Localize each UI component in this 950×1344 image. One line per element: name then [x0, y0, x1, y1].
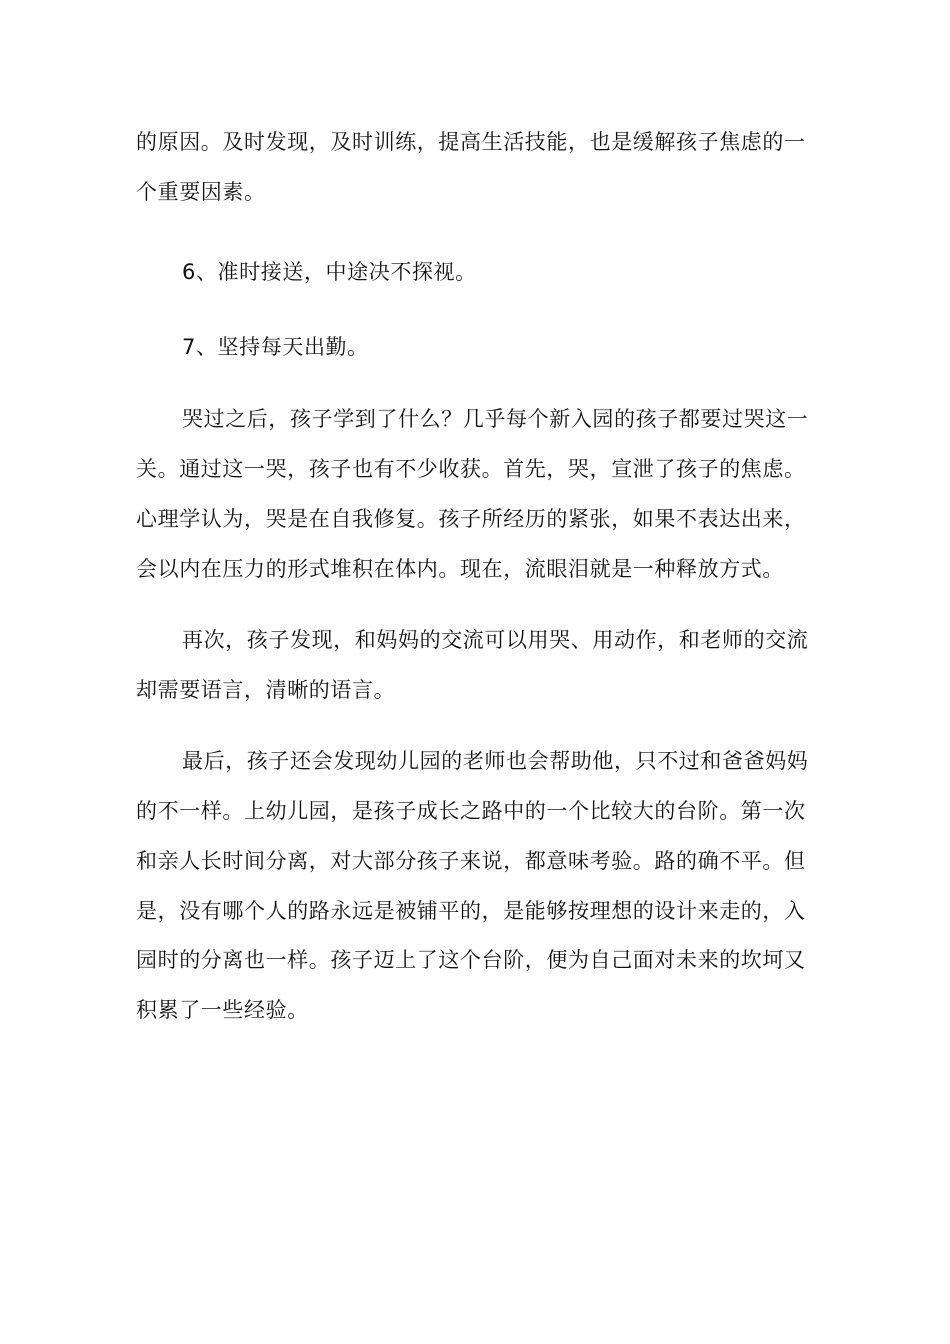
paragraph-1-line-2: 个重要因素。: [136, 180, 266, 204]
paragraph-2-line-1: 6、准时接送，中途决不探视。: [182, 260, 477, 284]
paragraph-4-line-3: 心理学认为，哭是在自我修复。孩子所经历的紧张，如果不表达出来，: [136, 507, 806, 531]
paragraph-6-line-3: 和亲人长时间分离，对大部分孩子来说，都意味考验。路的确不平。但: [136, 849, 806, 873]
paragraph-4-line-1: 哭过之后，孩子学到了什么？几乎每个新入园的孩子都要过哭这一: [182, 407, 809, 431]
paragraph-1-line-1: 的原因。及时发现，及时训练，提高生活技能，也是缓解孩子焦虑的一: [136, 130, 806, 154]
paragraph-6-line-4: 是，没有哪个人的路永远是被铺平的，是能够按理想的设计来走的，入: [136, 899, 806, 923]
paragraph-6-line-2: 的不一样。上幼儿园，是孩子成长之路中的一个比较大的台阶。第一次: [136, 799, 806, 823]
paragraph-5-line-2: 却需要语言，清晰的语言。: [136, 678, 396, 702]
paragraph-3-line-1: 7、坚持每天出勤。: [182, 335, 369, 359]
paragraph-6-line-1: 最后，孩子还会发现幼儿园的老师也会帮助他，只不过和爸爸妈妈: [182, 749, 809, 773]
paragraph-5-line-1: 再次，孩子发现，和妈妈的交流可以用哭、用动作，和老师的交流: [182, 628, 809, 652]
paragraph-6-line-5: 园时的分离也一样。孩子迈上了这个台阶，便为自己面对未来的坎坷又: [136, 948, 806, 972]
paragraph-4-line-2: 关。通过这一哭，孩子也有不少收获。首先，哭，宣泄了孩子的焦虑。: [136, 457, 806, 481]
paragraph-4-line-4: 会以内在压力的形式堆积在体内。现在，流眼泪就是一种释放方式。: [136, 557, 784, 581]
paragraph-6-line-6: 积累了一些经验。: [136, 998, 309, 1022]
